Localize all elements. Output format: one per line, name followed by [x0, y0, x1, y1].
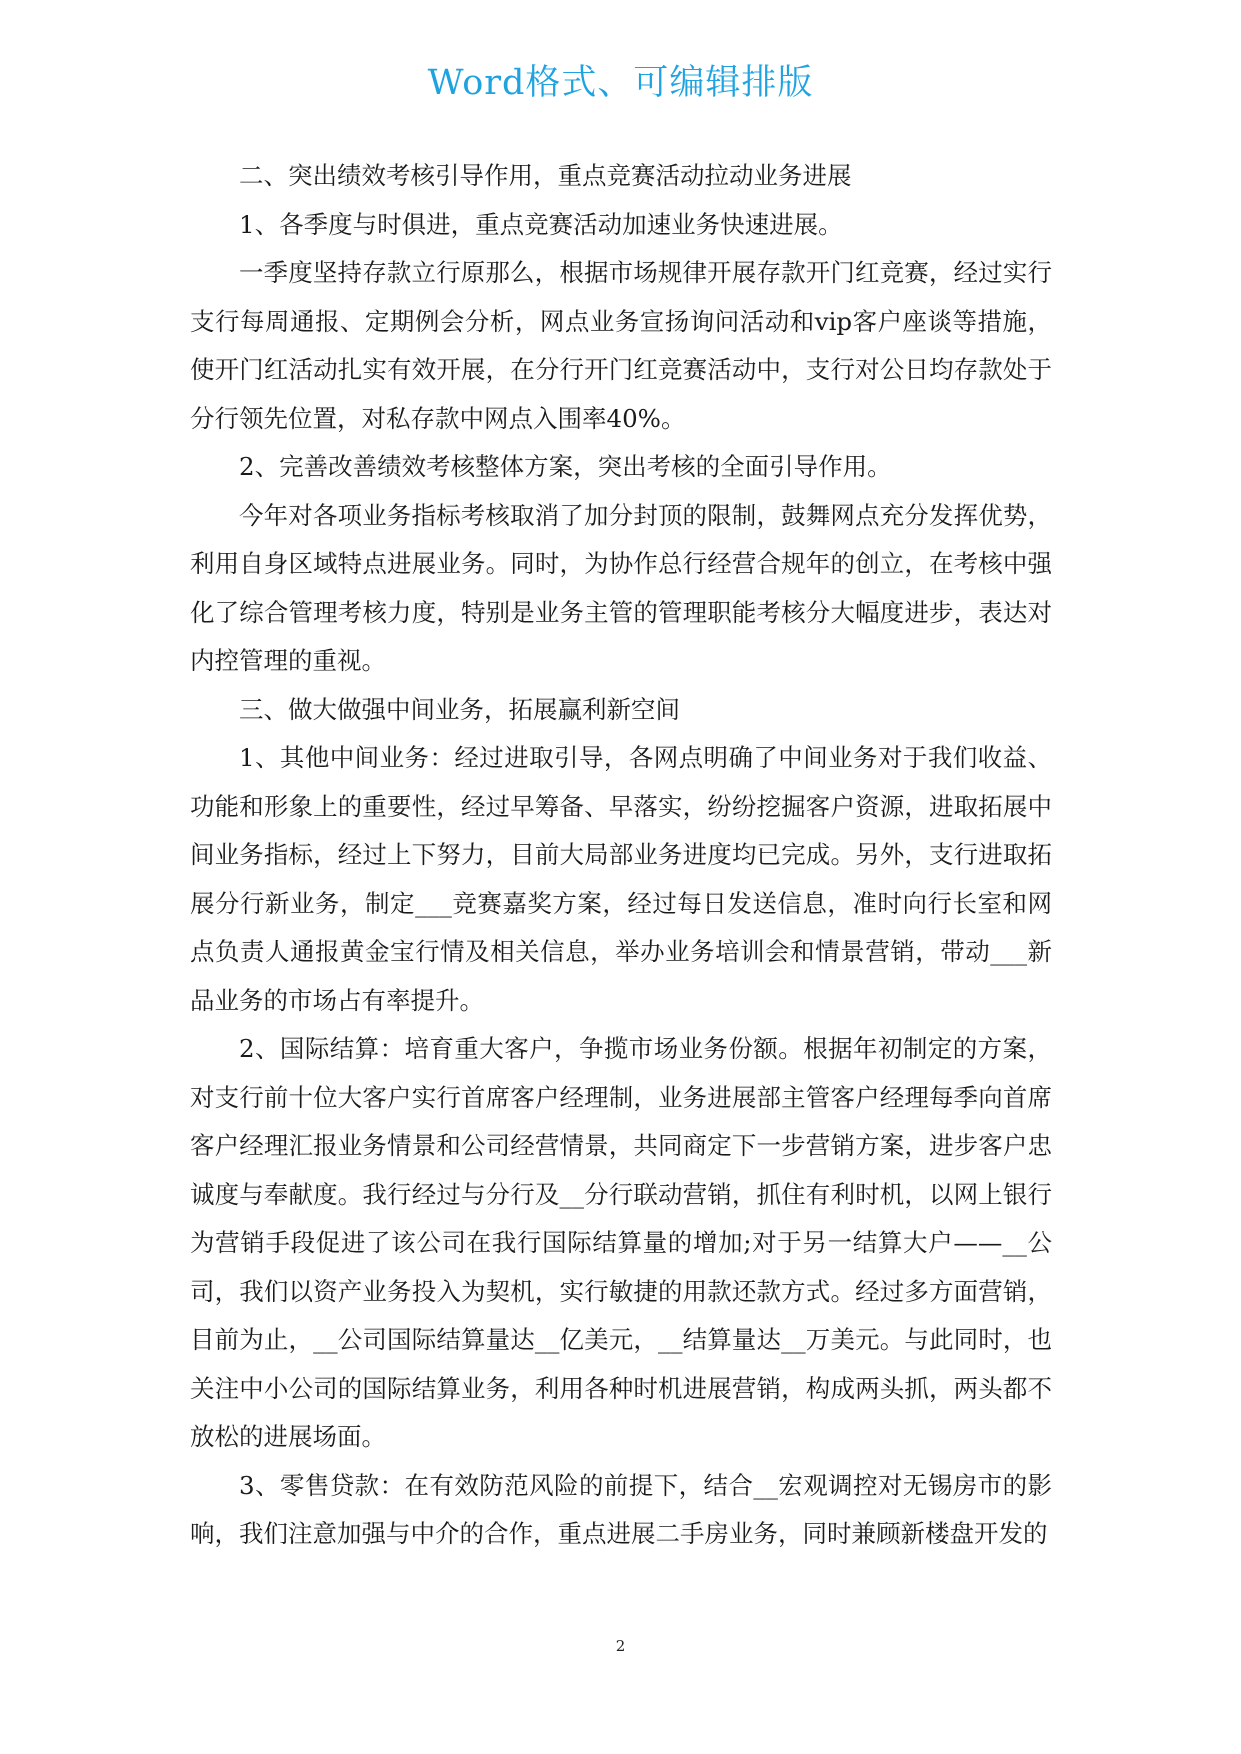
section-heading-2: 二、突出绩效考核引导作用，重点竞赛活动拉动业务进展	[239, 161, 852, 190]
page-number: 2	[615, 1637, 626, 1655]
body-paragraph: 2、国际结算：培育重大客户，争揽市场业务份额。根据年初制定的方案，对支行前十位大客户实行首席客户经理制，业务进展部主管客户经理每季向首席客户经理汇报业务情景和公司经营情景，共同商定下一步营销方案，进步客户忠诚度与奉献度。我行经过与分行及__分行联动营销，抓住有利时机，以网上银行为营销手段促进了该公司在我行国际结算量的增加;对于另一结算大户——__公司，我们以资产业务投入为契机，实行敏捷的用款还款方式。经过多方面营销，目前为止，__公司国际结算量达__亿美元，__结算量达__万美元。与此同时，也关注中小公司的国际结算业务，利用各种时机进展营销，构成两头抓，两头都不放松的进展场面。	[190, 1034, 1052, 1451]
body-paragraph: 3、零售贷款：在有效防范风险的前提下，结合__宏观调控对无锡房市的影响，我们注意加强与中介的合作，重点进展二手房业务，同时兼顾新楼盘开发的	[190, 1470, 1052, 1548]
body-paragraph: 1、其他中间业务：经过进取引导，各网点明确了中间业务对于我们收益、功能和形象上的重要性，经过早筹备、早落实，纷纷挖掘客户资源，进取拓展中间业务指标，经过上下努力，目前大局部业务进度均已完成。另外，支行进取拓展分行新业务，制定___竞赛嘉奖方案，经过每日发送信息，准时向行长室和网点负责人通报黄金宝行情及相关信息，举办业务培训会和情景营销，带动___新品业务的市场占有率提升。	[190, 743, 1052, 1015]
body-paragraph: 今年对各项业务指标考核取消了加分封顶的限制，鼓舞网点充分发挥优势，利用自身区域特点进展业务。同时，为协作总行经营合规年的创立，在考核中强化了综合管理考核力度，特别是业务主管的管理职能考核分大幅度进步，表达对内控管理的重视。	[190, 500, 1052, 675]
subsection-heading: 1、各季度与时俱进，重点竞赛活动加速业务快速进展。	[239, 209, 843, 239]
section-heading-3: 三、做大做强中间业务，拓展赢利新空间	[239, 694, 680, 724]
subsection-heading: 2、完善改善绩效考核整体方案，突出考核的全面引导作用。	[239, 452, 892, 481]
body-paragraph: 一季度坚持存款立行原那么，根据市场规律开展存款开门红竞赛，经过实行支行每周通报、定期例会分析，网点业务宣扬询问活动和vip客户座谈等措施，使开门红活动扎实有效开展，在分行开门红竞赛活动中，支行对公日均存款处于分行领先位置，对私存款中网点入围率40%。	[190, 258, 1052, 433]
document-body	[190, 152, 1052, 1559]
document-header-title: Word格式、可编辑排版	[427, 63, 814, 103]
